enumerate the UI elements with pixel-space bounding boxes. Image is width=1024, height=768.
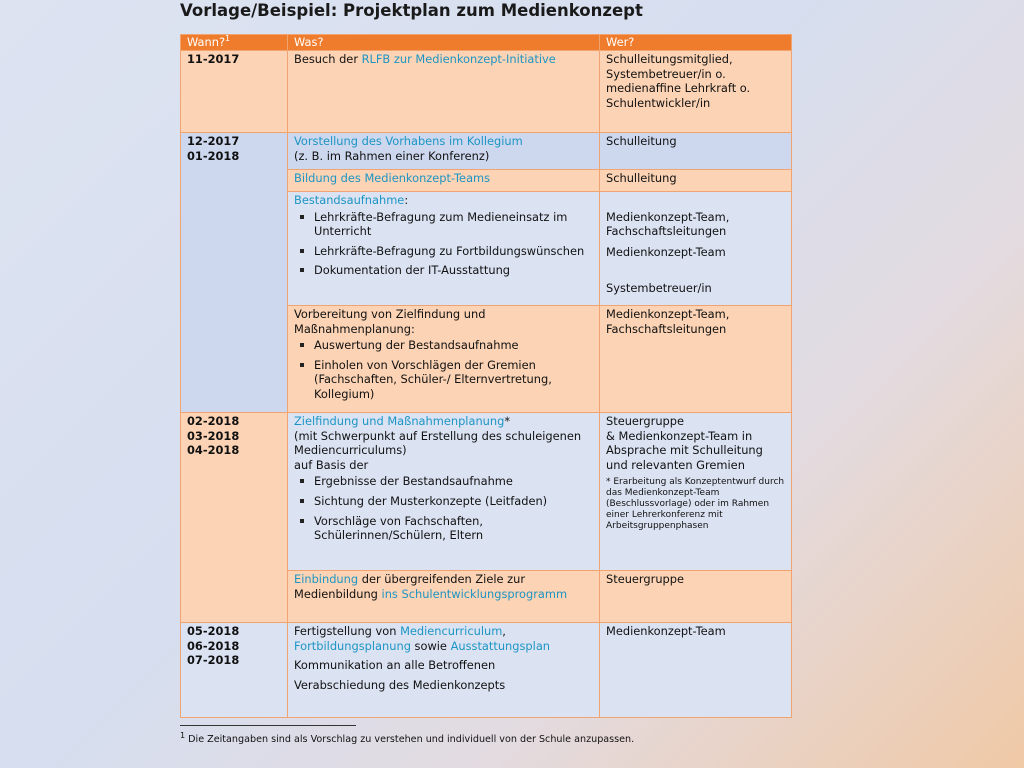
wer-cell: Steuergruppe bbox=[600, 571, 792, 623]
list-item: Sichtung der Musterkonzepte (Leitfaden) bbox=[294, 494, 593, 509]
footnote-divider bbox=[180, 725, 356, 726]
list-item: Dokumentation der IT-Ausstattung bbox=[294, 263, 593, 278]
was-cell bbox=[288, 170, 600, 192]
wer-cell: Steuergruppe & Medienkonzept-Team in Absprache mit Schulleitung und relevanten Gremien * Erarbeitung als Konzeptentwurf durch das Medienkonzept-Team (Beschlussvorlage) oder im Rahmen einer Lehrerkonferenz mit Arbeitsgruppenphasen bbox=[600, 413, 792, 571]
list-item: Auswertung der Bestandsaufnahme bbox=[294, 338, 593, 353]
zielfindung-link[interactable]: Zielfindung und Maßnahmenplanung bbox=[294, 414, 505, 428]
vorstellung-link[interactable]: Vorstellung des Vorhabens im Kollegium bbox=[294, 134, 523, 148]
list-item: Ergebnisse der Bestandsaufnahme bbox=[294, 474, 593, 489]
einbindung-link[interactable]: Einbindung bbox=[294, 572, 359, 586]
ausstattungsplan-link[interactable]: Ausstattungsplan bbox=[450, 638, 551, 653]
wer-cell: Medienkonzept-Team, Fachschaftsleitungen bbox=[600, 306, 792, 413]
bestandsaufnahme-link[interactable]: Bestandsaufnahme bbox=[294, 193, 405, 207]
header-wann: Wann?$^1$ bbox=[181, 35, 288, 51]
rlfb-link[interactable]: RLFB zur Medienkonzept-Initiative bbox=[361, 52, 556, 66]
list-item: Lehrkräfte-Befragung zum Medieneinsatz im Unterricht bbox=[294, 210, 593, 239]
wann-cell: 12-2017 01-2018 bbox=[181, 133, 288, 413]
list-item: Vorschläge von Fachschaften, Schülerinnen/Schülern, Eltern bbox=[294, 514, 593, 543]
wann-cell: 05-2018 06-2018 07-2018 bbox=[181, 623, 288, 718]
wer-cell: Medienkonzept-Team, Fachschaftsleitungen Medienkonzept-Team Systembetreuer/in bbox=[600, 192, 792, 306]
was-cell: Besuch der RLFB zur Medienkonzept-Initiative bbox=[288, 51, 600, 133]
header-was: Was? bbox=[288, 35, 600, 51]
was-cell: Fertigstellung von Mediencurriculum, Fortbildungsplanung sowie Ausstattungsplan Kommunikation an alle Betroffenen Verabschiedung des Medienkonzepts bbox=[288, 623, 600, 718]
page-title: Vorlage/Beispiel: Projektplan zum Medienkonzept bbox=[180, 1, 643, 20]
table-row bbox=[181, 623, 792, 718]
table-row bbox=[181, 51, 792, 133]
table-row bbox=[181, 133, 792, 170]
project-plan-table bbox=[180, 34, 792, 718]
wer-cell: Schulleitung bbox=[600, 133, 792, 170]
fortbildungsplanung-link[interactable]: Fortbildungsplanung bbox=[294, 638, 411, 653]
wer-cell: Schulleitung bbox=[600, 170, 792, 192]
bullet-list bbox=[294, 474, 593, 542]
footnote-ref: 1 bbox=[225, 34, 231, 44]
was-cell: Vorbereitung von Zielfindung und Maßnahmenplanung: Auswertung der Bestandsaufnahme Einholen von Vorschlägen der Gremien (Fachschaften, Schüler-/ Elternvertretung, Kollegium) bbox=[288, 306, 600, 413]
table-header-row bbox=[181, 35, 792, 51]
wer-cell: Medienkonzept-Team bbox=[600, 623, 792, 718]
wann-cell: 02-2018 03-2018 04-2018 bbox=[181, 413, 288, 623]
was-cell: Einbindung der übergreifenden Ziele zur Medienbildung ins Schulentwicklungsprogramm bbox=[288, 571, 600, 623]
header-wer: Wer? bbox=[600, 35, 792, 51]
wer-note: * Erarbeitung als Konzeptentwurf durch das Medienkonzept-Team (Beschlussvorlage) oder im Rahmen einer Lehrerkonferenz mit Arbeitsgruppenphasen bbox=[606, 477, 785, 532]
list-item: Einholen von Vorschlägen der Gremien (Fachschaften, Schüler-/ Elternvertretung, Kollegium) bbox=[294, 358, 593, 402]
table-row bbox=[181, 413, 792, 571]
bullet-list bbox=[294, 338, 593, 401]
team-bildung-link[interactable]: Bildung des Medienkonzept-Teams bbox=[294, 171, 491, 185]
wer-cell: Schulleitungsmitglied, Systembetreuer/in o. medienaffine Lehrkraft o. Schulentwickler/in bbox=[600, 51, 792, 133]
was-cell: Vorstellung des Vorhabens im Kollegium (z. B. im Rahmen einer Konferenz) bbox=[288, 133, 600, 170]
schulentwicklung-link[interactable]: ins Schulentwicklungsprogramm bbox=[381, 586, 568, 601]
mediencurriculum-link[interactable]: Mediencurriculum bbox=[400, 624, 503, 638]
was-cell: Zielfindung und Maßnahmenplanung* (mit Schwerpunkt auf Erstellung des schuleigenen Mediencurriculums) auf Basis der Ergebnisse der Bestandsaufnahme Sichtung der Musterkonzepte (Leitfaden) Vorschläge von Fachschaften, Schülerinnen/Schülern, Eltern bbox=[288, 413, 600, 571]
footnote: $^1$ Die Zeitangaben sind als Vorschlag zu verstehen und individuell von der Schule anzupassen. bbox=[180, 730, 635, 745]
wann-cell: 11-2017 bbox=[181, 51, 288, 133]
was-cell: Bestandsaufnahme: Lehrkräfte-Befragung zum Medieneinsatz im Unterricht Lehrkräfte-Befragung zu Fortbildungswünschen Dokumentation der IT-Ausstattung bbox=[288, 192, 600, 306]
list-item: Lehrkräfte-Befragung zu Fortbildungswünschen bbox=[294, 244, 593, 259]
bullet-list bbox=[294, 210, 593, 278]
